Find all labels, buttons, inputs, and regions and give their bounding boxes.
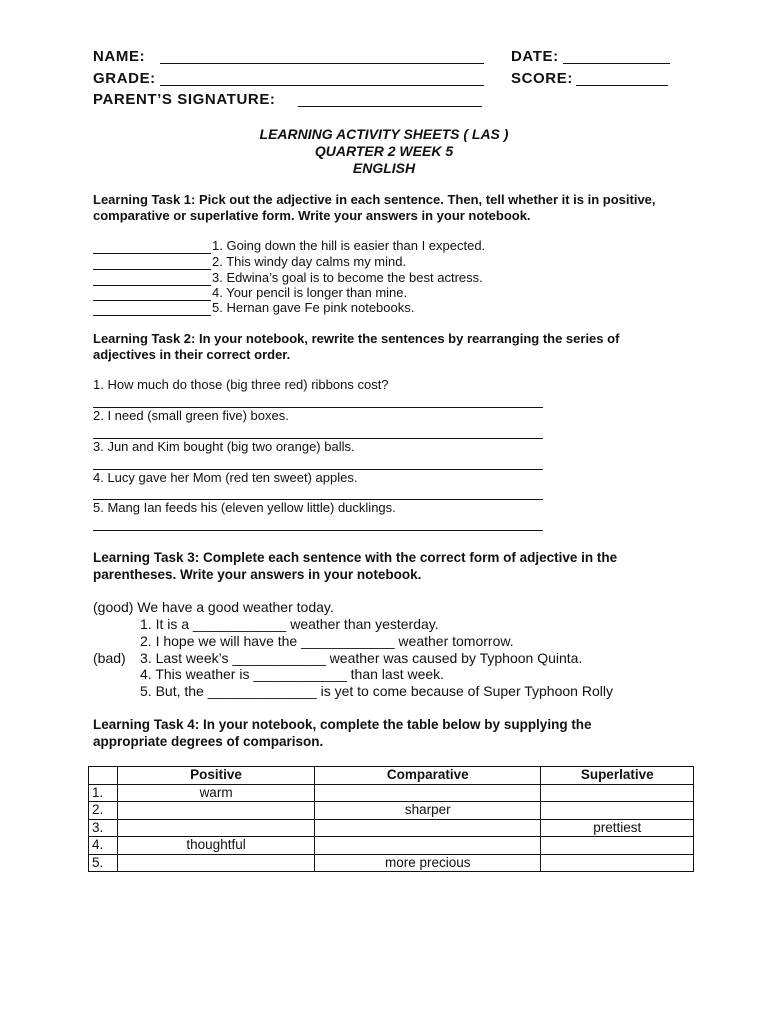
- signature-line: [298, 106, 482, 107]
- table-cell: 4.: [89, 837, 118, 855]
- task3-heading: Learning Task 3: Complete each sentence with the correct form of adjective in the parentheses. Write your answers in your notebook.: [93, 550, 618, 582]
- sheet-title: LEARNING ACTIVITY SHEETS ( LAS ): [259, 126, 509, 142]
- grade-label: GRADE:: [93, 70, 156, 87]
- answer-line: [93, 285, 211, 286]
- table-cell: [117, 802, 314, 820]
- list-item: 2. I hope we will have the ____________ weather tomorrow.: [140, 633, 514, 649]
- table-cell: sharper: [315, 802, 541, 820]
- table-cell: [541, 784, 694, 802]
- signature-label: PARENT’S SIGNATURE:: [93, 91, 276, 108]
- sheet-subtitle: QUARTER 2 WEEK 5: [314, 143, 454, 159]
- table-cell: 2.: [89, 802, 118, 820]
- name-line: [160, 63, 484, 64]
- date-label: DATE:: [511, 48, 559, 65]
- list-item: 4. Your pencil is longer than mine.: [212, 285, 408, 300]
- list-item: 5. But, the ______________ is yet to come because of Super Typhoon Rolly: [140, 683, 613, 699]
- table-cell: [315, 784, 541, 802]
- task4-heading: Learning Task 4: In your notebook, complete the table below by supplying the appropriate degrees of comparison.: [93, 717, 592, 749]
- list-item: 5. Mang Ian feeds his (eleven yellow little) ducklings.: [93, 500, 396, 515]
- list-item: 4. This weather is ____________ than last week.: [140, 666, 445, 682]
- list-item: 5. Hernan gave Fe pink notebooks.: [212, 300, 415, 315]
- table-cell: prettiest: [541, 819, 694, 837]
- grade-line: [160, 85, 484, 86]
- table-cell: more precious: [315, 854, 541, 872]
- column-header: Positive: [117, 767, 314, 785]
- table-cell: [541, 802, 694, 820]
- answer-line: [93, 269, 211, 270]
- table-cell: [315, 837, 541, 855]
- sheet-subject: ENGLISH: [352, 160, 416, 176]
- table-row: [89, 837, 694, 855]
- list-item: (bad): [93, 650, 126, 666]
- list-item: 1. Going down the hill is easier than I expected.: [212, 238, 486, 253]
- answer-line: [93, 315, 211, 316]
- name-label: NAME:: [93, 48, 146, 65]
- answer-line: [93, 530, 543, 531]
- table-cell: [315, 819, 541, 837]
- table-header-row: [89, 767, 694, 785]
- list-item: 2. This windy day calms my mind.: [212, 254, 407, 269]
- column-header: Superlative: [541, 767, 694, 785]
- list-item: 3. Jun and Kim bought (big two orange) balls.: [93, 439, 355, 454]
- score-label: SCORE:: [511, 70, 573, 87]
- list-item: 3. Last week’s ____________ weather was caused by Typhoon Quinta.: [140, 650, 583, 666]
- table-cell: [117, 854, 314, 872]
- date-line: [563, 63, 670, 64]
- list-item: 1. It is a ____________ weather than yesterday.: [140, 616, 439, 632]
- answer-line: [93, 300, 211, 301]
- column-header: [89, 767, 118, 785]
- table-cell: 1.: [89, 784, 118, 802]
- table-cell: 5.: [89, 854, 118, 872]
- list-item: 2. I need (small green five) boxes.: [93, 408, 289, 423]
- table-cell: [117, 819, 314, 837]
- table-cell: warm: [117, 784, 314, 802]
- list-item: (good) We have a good weather today.: [93, 599, 334, 615]
- table-cell: thoughtful: [117, 837, 314, 855]
- degrees-table: [88, 766, 694, 872]
- table-row: [89, 819, 694, 837]
- list-item: 1. How much do those (big three red) ribbons cost?: [93, 377, 389, 392]
- score-line: [576, 85, 668, 86]
- task1-heading: Learning Task 1: Pick out the adjective in each sentence. Then, tell whether it is in positive, comparative or superlative form. Write your answers in your notebook.: [93, 192, 656, 223]
- list-item: 4. Lucy gave her Mom (red ten sweet) apples.: [93, 470, 358, 485]
- table-row: [89, 854, 694, 872]
- answer-line: [93, 253, 211, 254]
- table-row: [89, 802, 694, 820]
- column-header: Comparative: [315, 767, 541, 785]
- table-cell: 3.: [89, 819, 118, 837]
- table-row: [89, 784, 694, 802]
- task2-heading: Learning Task 2: In your notebook, rewrite the sentences by rearranging the series of adjectives in their correct order.: [93, 331, 620, 362]
- table-cell: [541, 837, 694, 855]
- table-cell: [541, 854, 694, 872]
- list-item: 3. Edwina’s goal is to become the best actress.: [212, 270, 483, 285]
